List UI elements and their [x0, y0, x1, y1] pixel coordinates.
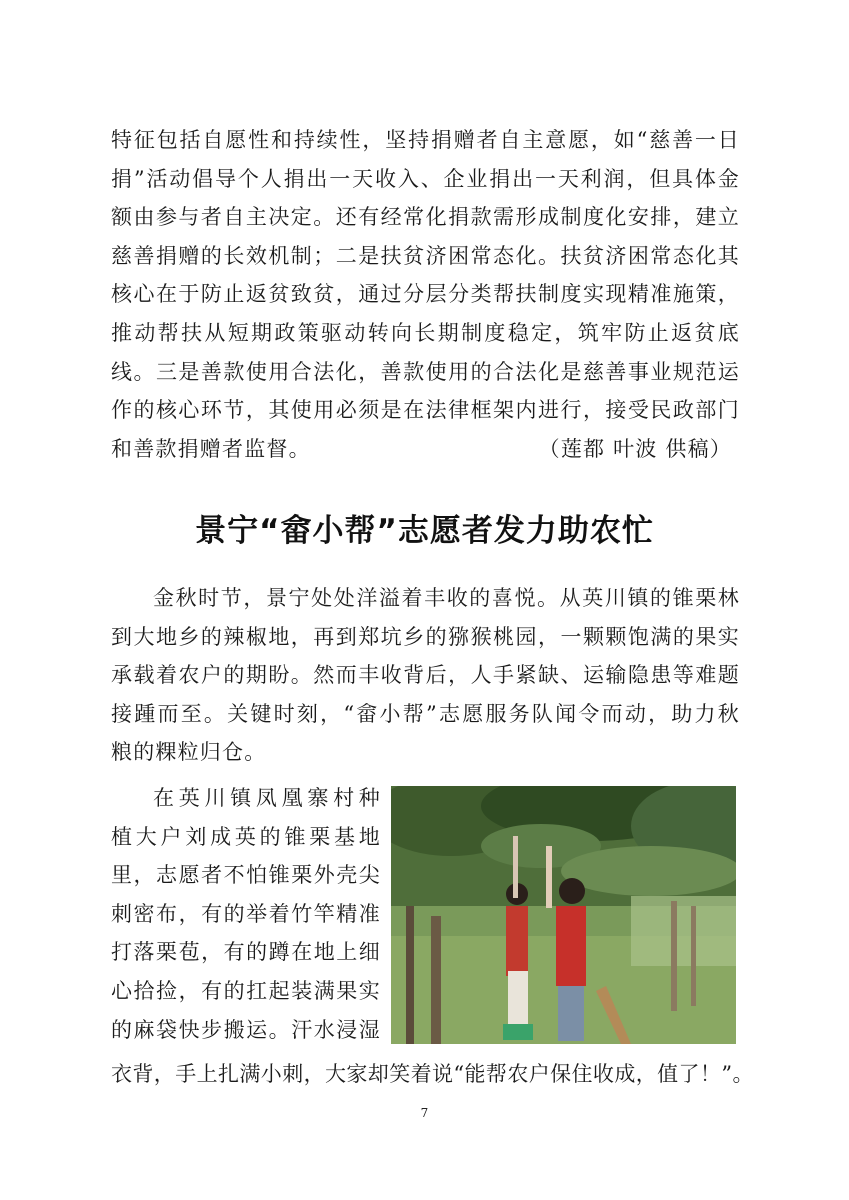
text-line: 在英川镇凤凰寨村种 [153, 786, 381, 810]
paragraph-intro [111, 579, 740, 772]
text-line: 的麻袋快步搬运。汗水浸湿 [111, 1017, 381, 1042]
paragraph-continued [111, 121, 740, 468]
text-line: 植大户刘成英的锥栗基地 [111, 824, 381, 849]
text-line: 核心在于防止返贫致贫，通过分层分类帮扶制度实现精准施策， [111, 282, 740, 307]
text-line: 心拾捡，有的扛起装满果实 [111, 978, 381, 1003]
text-line-full-width: 衣背，手上扎满小刺，大家却笑着说“能帮农户保住收成，值了！”。 [111, 1062, 754, 1086]
text-line: 承载着农户的期盼。然而丰收背后，人手紧缺、运输隐患等难题 [111, 663, 740, 688]
volunteers-orchard-photo [391, 786, 736, 1044]
text-line: 里，志愿者不怕锥栗外壳尖 [111, 863, 381, 888]
text-line: 刺密布，有的举着竹竿精准 [111, 901, 381, 926]
text-line-last [111, 430, 740, 469]
author-credit: （莲都 叶波 供稿） [538, 436, 732, 461]
text-line: 特征包括自愿性和持续性，坚持捐赠者自主意愿，如“慈善一日 [111, 128, 740, 152]
text-line: 线。三是善款使用合法化，善款使用的合法化是慈善事业规范运 [111, 359, 740, 384]
text-line: 捐”活动倡导个人捐出一天收入、企业捐出一天利润，但具体金 [111, 166, 740, 191]
text-line: 金秋时节，景宁处处洋溢着丰收的喜悦。从英川镇的锥栗林 [153, 586, 740, 610]
text-line: 到大地乡的辣椒地，再到郑坑乡的猕猴桃园，一颗颗饱满的果实 [111, 624, 740, 649]
text-fragment: 和善款捐赠者监督。 [111, 436, 311, 461]
text-line: 打落栗苞，有的蹲在地上细 [111, 940, 381, 965]
text-line: 粮的粿粒归仓。 [111, 740, 267, 765]
text-line: 额由参与者自主决定。还有经常化捐款需形成制度化安排，建立 [111, 205, 740, 230]
article-title: 景宁“畲小帮”志愿者发力助农忙 [195, 513, 654, 549]
text-line: 作的核心环节，其使用必须是在法律框架内进行，接受民政部门 [111, 398, 740, 423]
page-number: 7 [420, 1106, 429, 1120]
text-line: 慈善捐赠的长效机制；二是扶贫济困常态化。扶贫济困常态化其 [111, 243, 740, 268]
photo-illustration [391, 786, 736, 1044]
text-line: 推动帮扶从短期政策驱动转向长期制度稳定，筑牢防止返贫底 [111, 320, 740, 345]
text-line: 接踵而至。关键时刻，“畲小帮”志愿服务队闻令而动，助力秋 [111, 701, 740, 726]
paragraph-wrapped [111, 779, 381, 1049]
